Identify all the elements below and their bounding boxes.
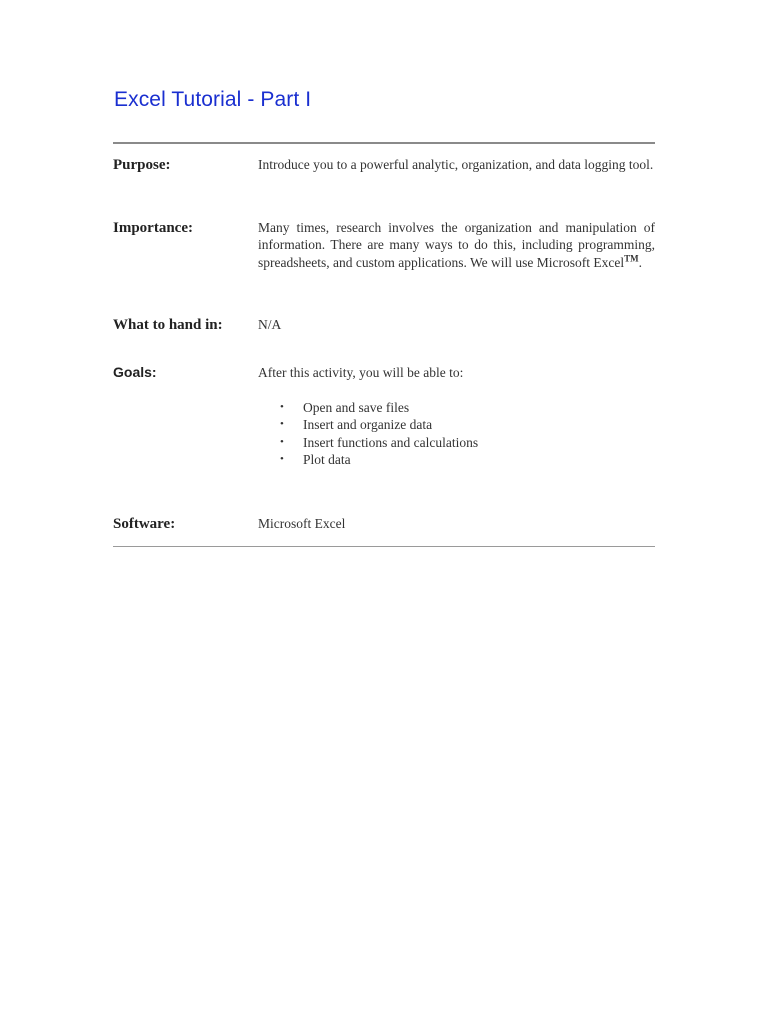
goal-item-text: Plot data	[303, 452, 351, 468]
importance-label: Importance:	[113, 220, 193, 236]
goals-list	[258, 399, 478, 469]
bullet-icon: •	[280, 435, 284, 448]
purpose-text: Introduce you to a powerful analytic, organization, and data logging tool.	[258, 157, 654, 172]
importance-body: Many times, research involves the organization and manipulation of information. There are many ways to do this, including programming, spreadsheets, and custom applications. We will use Microsoft Excel	[258, 220, 655, 270]
goals-intro: After this activity, you will be able to:	[258, 365, 464, 380]
goal-item	[258, 434, 478, 451]
goal-item-text: Insert functions and calculations	[303, 434, 479, 450]
hand-in-label: What to hand in:	[113, 317, 223, 333]
software-text: Microsoft Excel	[258, 516, 346, 531]
bullet-icon: •	[280, 401, 284, 413]
importance-period: .	[638, 254, 642, 270]
importance-text	[258, 219, 655, 271]
software-label: Software:	[113, 516, 176, 532]
goal-item	[258, 416, 478, 433]
goal-item	[258, 399, 478, 416]
document-title: Excel Tutorial - Part I	[114, 88, 312, 111]
hand-in-text: N/A	[258, 317, 282, 332]
goal-item-text: Open and save files	[303, 400, 410, 415]
goal-item-text: Insert and organize data	[303, 417, 433, 433]
trademark-mark: TM	[624, 253, 639, 264]
bullet-icon: •	[280, 453, 284, 466]
goals-label: Goals:	[113, 364, 157, 380]
top-divider	[113, 142, 655, 144]
goal-item	[258, 451, 478, 468]
purpose-label: Purpose:	[113, 157, 171, 173]
bottom-divider	[113, 546, 655, 547]
bullet-icon: •	[280, 418, 284, 431]
